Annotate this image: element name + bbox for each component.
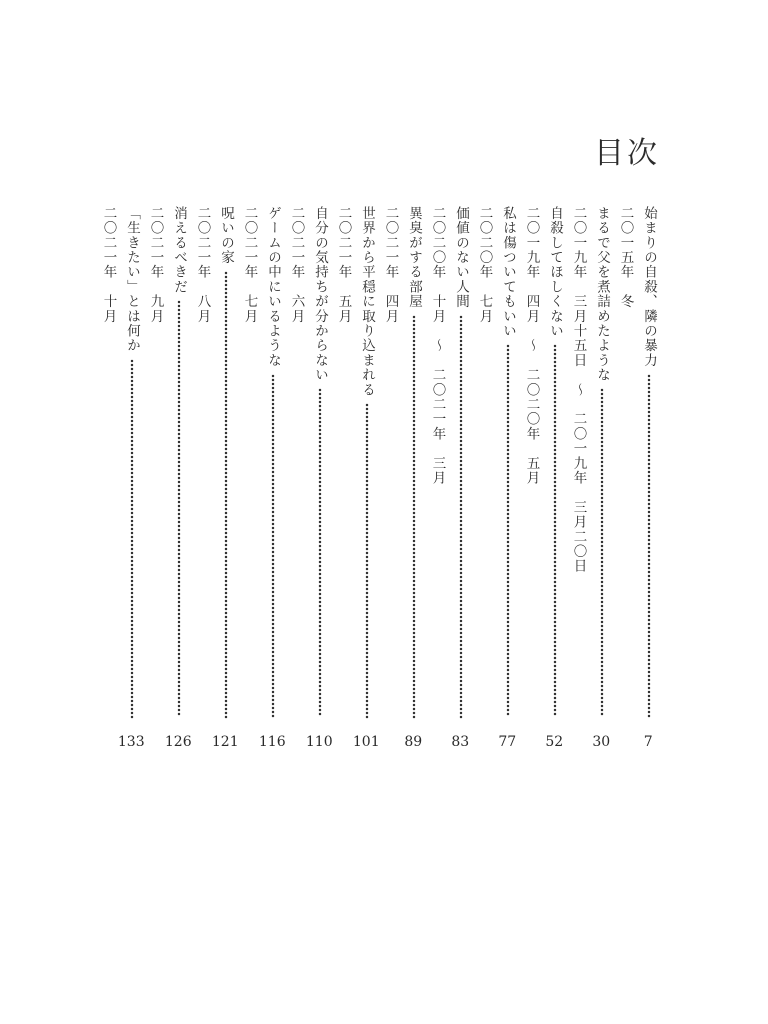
- toc-entry-title: 自分の気持ちが分からない: [312, 206, 328, 383]
- dot-leader: [600, 388, 604, 716]
- toc-title-column: [352, 206, 380, 751]
- toc-title-column: [449, 206, 473, 751]
- toc-date-column: [331, 206, 355, 751]
- toc-title-column: [117, 206, 145, 751]
- toc-page-number: 110: [305, 734, 333, 750]
- toc-entry-title: 呪いの家: [218, 206, 234, 265]
- toc-date-column: [237, 206, 261, 751]
- toc-title-column: [402, 206, 426, 751]
- toc-heading: 目次: [594, 136, 660, 171]
- toc-entry-title: 私は傷ついてもいい: [500, 206, 516, 339]
- dot-leader: [412, 315, 416, 719]
- toc-entry-date: 二〇二一年 六月: [288, 206, 305, 324]
- toc-entry-date: 二〇二一年 七月: [241, 206, 258, 324]
- toc-entry-date: 二〇二一年 九月: [147, 206, 164, 324]
- toc-entry[interactable]: [378, 206, 425, 751]
- toc-entry-date: 二〇二一年 五月: [335, 206, 352, 324]
- toc-entry-date: 二〇二一年 四月: [382, 206, 399, 324]
- toc-page-number: 7: [643, 734, 653, 750]
- toc-page-number: 89: [404, 734, 423, 750]
- toc-date-column: [143, 206, 167, 751]
- toc-entry[interactable]: [284, 206, 331, 751]
- toc-title-column: [164, 206, 192, 751]
- toc-title-column: [258, 206, 286, 751]
- toc-entry[interactable]: [331, 206, 378, 751]
- dot-leader: [224, 271, 228, 719]
- toc-page-number: 77: [498, 734, 517, 750]
- toc-entry-title: 価値のない人間: [453, 206, 469, 309]
- toc-entry-date: 二〇二一年 八月: [194, 206, 211, 324]
- toc-entry-title: 始まりの自殺、隣の暴力: [641, 206, 657, 368]
- toc-list: [96, 206, 660, 751]
- toc-entry[interactable]: [237, 206, 284, 751]
- toc-page-number: 83: [451, 734, 470, 750]
- toc-entry[interactable]: [472, 206, 519, 751]
- toc-entry-date: 二〇二〇年 十月 ～ 二〇二一年 三月: [429, 206, 446, 486]
- dot-leader: [318, 388, 322, 716]
- toc-date-column: [425, 206, 449, 751]
- toc-title-column: [590, 206, 614, 751]
- dot-leader: [506, 344, 510, 716]
- toc-title-column: [211, 206, 239, 751]
- toc-entry-title: 消えるべきだ: [171, 206, 187, 295]
- dot-leader: [365, 403, 369, 719]
- toc-date-column: [613, 206, 637, 751]
- toc-entry-title: ゲームの中にいるような: [265, 206, 281, 368]
- toc-entry-title: 異臭がする部屋: [406, 206, 422, 309]
- toc-entry[interactable]: [425, 206, 472, 751]
- toc-entry-date: 二〇一五年 冬: [617, 206, 634, 309]
- toc-page-number: 52: [545, 734, 564, 750]
- toc-entry-title: 自殺してほしくない: [547, 206, 563, 339]
- toc-date-column: [519, 206, 543, 751]
- dot-leader: [177, 300, 181, 716]
- toc-page-number: 126: [164, 734, 192, 750]
- dot-leader: [271, 374, 275, 718]
- toc-entry-date: 二〇一九年 三月十五日 ～ 二〇一九年 三月二〇日: [570, 206, 587, 574]
- dot-leader: [459, 315, 463, 719]
- toc-entry[interactable]: [190, 206, 237, 751]
- toc-entry-date: 二〇二〇年 七月: [476, 206, 493, 324]
- toc-date-column: [378, 206, 402, 751]
- toc-page-number: 101: [352, 734, 380, 750]
- toc-entry[interactable]: [566, 206, 613, 751]
- toc-entry-date: 二〇一九年 四月 ～ 二〇二〇年 五月: [523, 206, 540, 486]
- toc-title-column: [305, 206, 333, 751]
- toc-date-column: [472, 206, 496, 751]
- toc-page-number: 133: [117, 734, 145, 750]
- toc-entry-date: 二〇二一年 十月: [100, 206, 117, 324]
- toc-entry-title: 世界から平穏に取り込まれる: [359, 206, 375, 398]
- toc-date-column: [566, 206, 590, 751]
- toc-entry-title: まるで父を煮詰めたような: [594, 206, 610, 383]
- toc-entry[interactable]: [613, 206, 660, 751]
- dot-leader: [647, 374, 651, 718]
- dot-leader: [130, 359, 134, 719]
- toc-date-column: [284, 206, 308, 751]
- toc-date-column: [96, 206, 120, 751]
- toc-title-column: [543, 206, 567, 751]
- toc-entry-title: 「生きたい」とは何か: [124, 206, 140, 353]
- toc-date-column: [190, 206, 214, 751]
- dot-leader: [553, 344, 557, 716]
- toc-entry[interactable]: [96, 206, 143, 751]
- toc-title-column: [496, 206, 520, 751]
- toc-page-number: 121: [211, 734, 239, 750]
- toc-title-column: [637, 206, 661, 751]
- toc-page-number: 116: [258, 734, 286, 750]
- toc-entry[interactable]: [143, 206, 190, 751]
- toc-entry[interactable]: [519, 206, 566, 751]
- toc-page-number: 30: [592, 734, 611, 750]
